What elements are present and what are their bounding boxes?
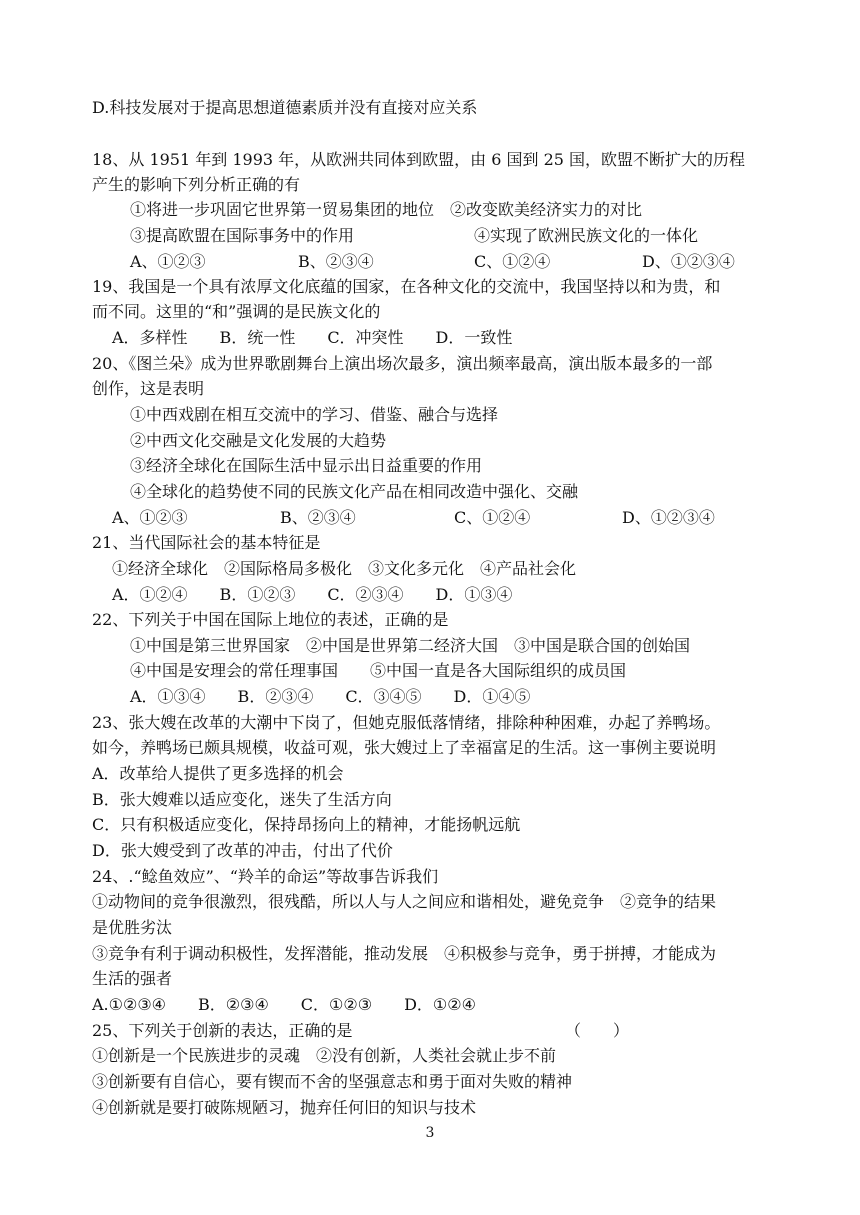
q24-options: A.①②③④ B．②③④ C．①②③ D．①②④ xyxy=(92,995,476,1014)
q18-statement-4: ④实现了欧洲民族文化的一体化 xyxy=(474,226,699,245)
q24-statement-1-2-line2: 是优胜劣汰 xyxy=(92,918,173,937)
q18-option-a: A、①②③ xyxy=(130,252,206,271)
q22-stem: 22、下列关于中国在国际上地位的表述，正确的是 xyxy=(92,610,449,629)
q18-option-b: B、②③④ xyxy=(298,252,374,271)
q18-statement-3: ③提高欧盟在国际事务中的作用 xyxy=(130,226,355,245)
q21-options: A．①②④ B．①②③ C．②③④ D．①③④ xyxy=(112,585,513,604)
q17-option-d: D.科技发展对于提高思想道德素质并没有直接对应关系 xyxy=(92,98,478,117)
q25-statement-3: ③创新要有自信心，要有锲而不舍的坚强意志和勇于面对失败的精神 xyxy=(92,1072,573,1091)
q18-option-c: C、①②④ xyxy=(474,252,551,271)
q22-options: A．①③④ B．②③④ C．③④⑤ D．①④⑤ xyxy=(130,687,531,706)
q23-stem-line1: 23、张大嫂在改革的大潮中下岗了，但她克服低落情绪，排除种种困难，办起了养鸭场。 xyxy=(92,713,721,732)
q23-stem-line2: 如今，养鸭场已颇具规模，收益可观，张大嫂过上了幸福富足的生活。这一事例主要说明 xyxy=(92,738,717,757)
q18-stem-line1: 18、从 1951 年到 1993 年，从欧洲共同体到欧盟，由 6 国到 25 国，欧盟不断扩大的历程 xyxy=(92,150,746,169)
q20-option-c: C、①②④ xyxy=(454,508,531,527)
q21-stem: 21、当代国际社会的基本特征是 xyxy=(92,533,321,552)
q20-statement-2: ②中西文化交融是文化发展的大趋势 xyxy=(130,431,387,450)
q20-option-b: B、②③④ xyxy=(280,508,356,527)
q20-statement-3: ③经济全球化在国际生活中显示出日益重要的作用 xyxy=(130,456,483,475)
q20-stem-line1: 20、《图兰朵》成为世界歌剧舞台上演出场次最多，演出频率最高，演出版本最多的一部 xyxy=(92,354,713,373)
q22-statements-1-3: ①中国是第三世界国家 ②中国是世界第二经济大国 ③中国是联合国的创始国 xyxy=(130,636,691,655)
q23-option-a: A．改革给人提供了更多选择的机会 xyxy=(92,764,344,783)
q23-option-b: B．张大嫂难以适应变化，迷失了生活方向 xyxy=(92,790,392,809)
q19-stem-line2: 而不同。这里的“和”强调的是民族文化的 xyxy=(92,302,381,321)
page-number: 3 xyxy=(425,1125,435,1141)
q20-statement-4: ④全球化的趋势使不同的民族文化产品在相同改造中强化、交融 xyxy=(130,482,579,501)
q24-statement-1-2-line1: ①动物间的竞争很激烈，很残酷，所以人与人之间应和谐相处，避免竞争 ②竞争的结果 xyxy=(92,892,717,911)
q24-stem: 24、.“鲶鱼效应”、“羚羊的命运”等故事告诉我们 xyxy=(92,867,439,886)
q20-stem-line2: 创作，这是表明 xyxy=(92,379,205,398)
q21-statements: ①经济全球化 ②国际格局多极化 ③文化多元化 ④产品社会化 xyxy=(112,559,577,578)
q19-options: A．多样性 B．统一性 C．冲突性 D．一致性 xyxy=(112,328,513,347)
q24-statement-3-4-line2: 生活的强者 xyxy=(92,969,173,988)
q19-stem-line1: 19、我国是一个具有浓厚文化底蕴的国家，在各种文化的交流中，我国坚持以和为贵，和 xyxy=(92,277,721,296)
q20-option-a: A、①②③ xyxy=(112,508,188,527)
q23-option-c: C．只有积极适应变化，保持昂扬向上的精神，才能扬帆远航 xyxy=(92,815,521,834)
q18-statement-1-2: ①将进一步巩固它世界第一贸易集团的地位 ②改变欧美经济实力的对比 xyxy=(130,200,643,219)
q18-option-d: D、①②③④ xyxy=(642,252,735,271)
q25-statement-1-2: ①创新是一个民族进步的灵魂 ②没有创新，人类社会就止步不前 xyxy=(92,1046,557,1065)
q20-statement-1: ①中西戏剧在相互交流中的学习、借鉴、融合与选择 xyxy=(130,405,499,424)
q25-answer-blank: （ ） xyxy=(565,1021,630,1040)
q25-stem: 25、下列关于创新的表达，正确的是 xyxy=(92,1021,353,1040)
q23-option-d: D．张大嫂受到了改革的冲击，付出了代价 xyxy=(92,841,393,860)
q20-option-d: D、①②③④ xyxy=(622,508,715,527)
q22-statements-4-5: ④中国是安理会的常任理事国 ⑤中国一直是各大国际组织的成员国 xyxy=(130,661,627,680)
q18-stem-line2: 产生的影响下列分析正确的有 xyxy=(92,175,301,194)
q24-statement-3-4-line1: ③竞争有利于调动积极性，发挥潜能，推动发展 ④积极参与竞争，勇于拼搏，才能成为 xyxy=(92,944,717,963)
q25-statement-4: ④创新就是要打破陈规陋习，抛弃任何旧的知识与技术 xyxy=(92,1098,477,1117)
